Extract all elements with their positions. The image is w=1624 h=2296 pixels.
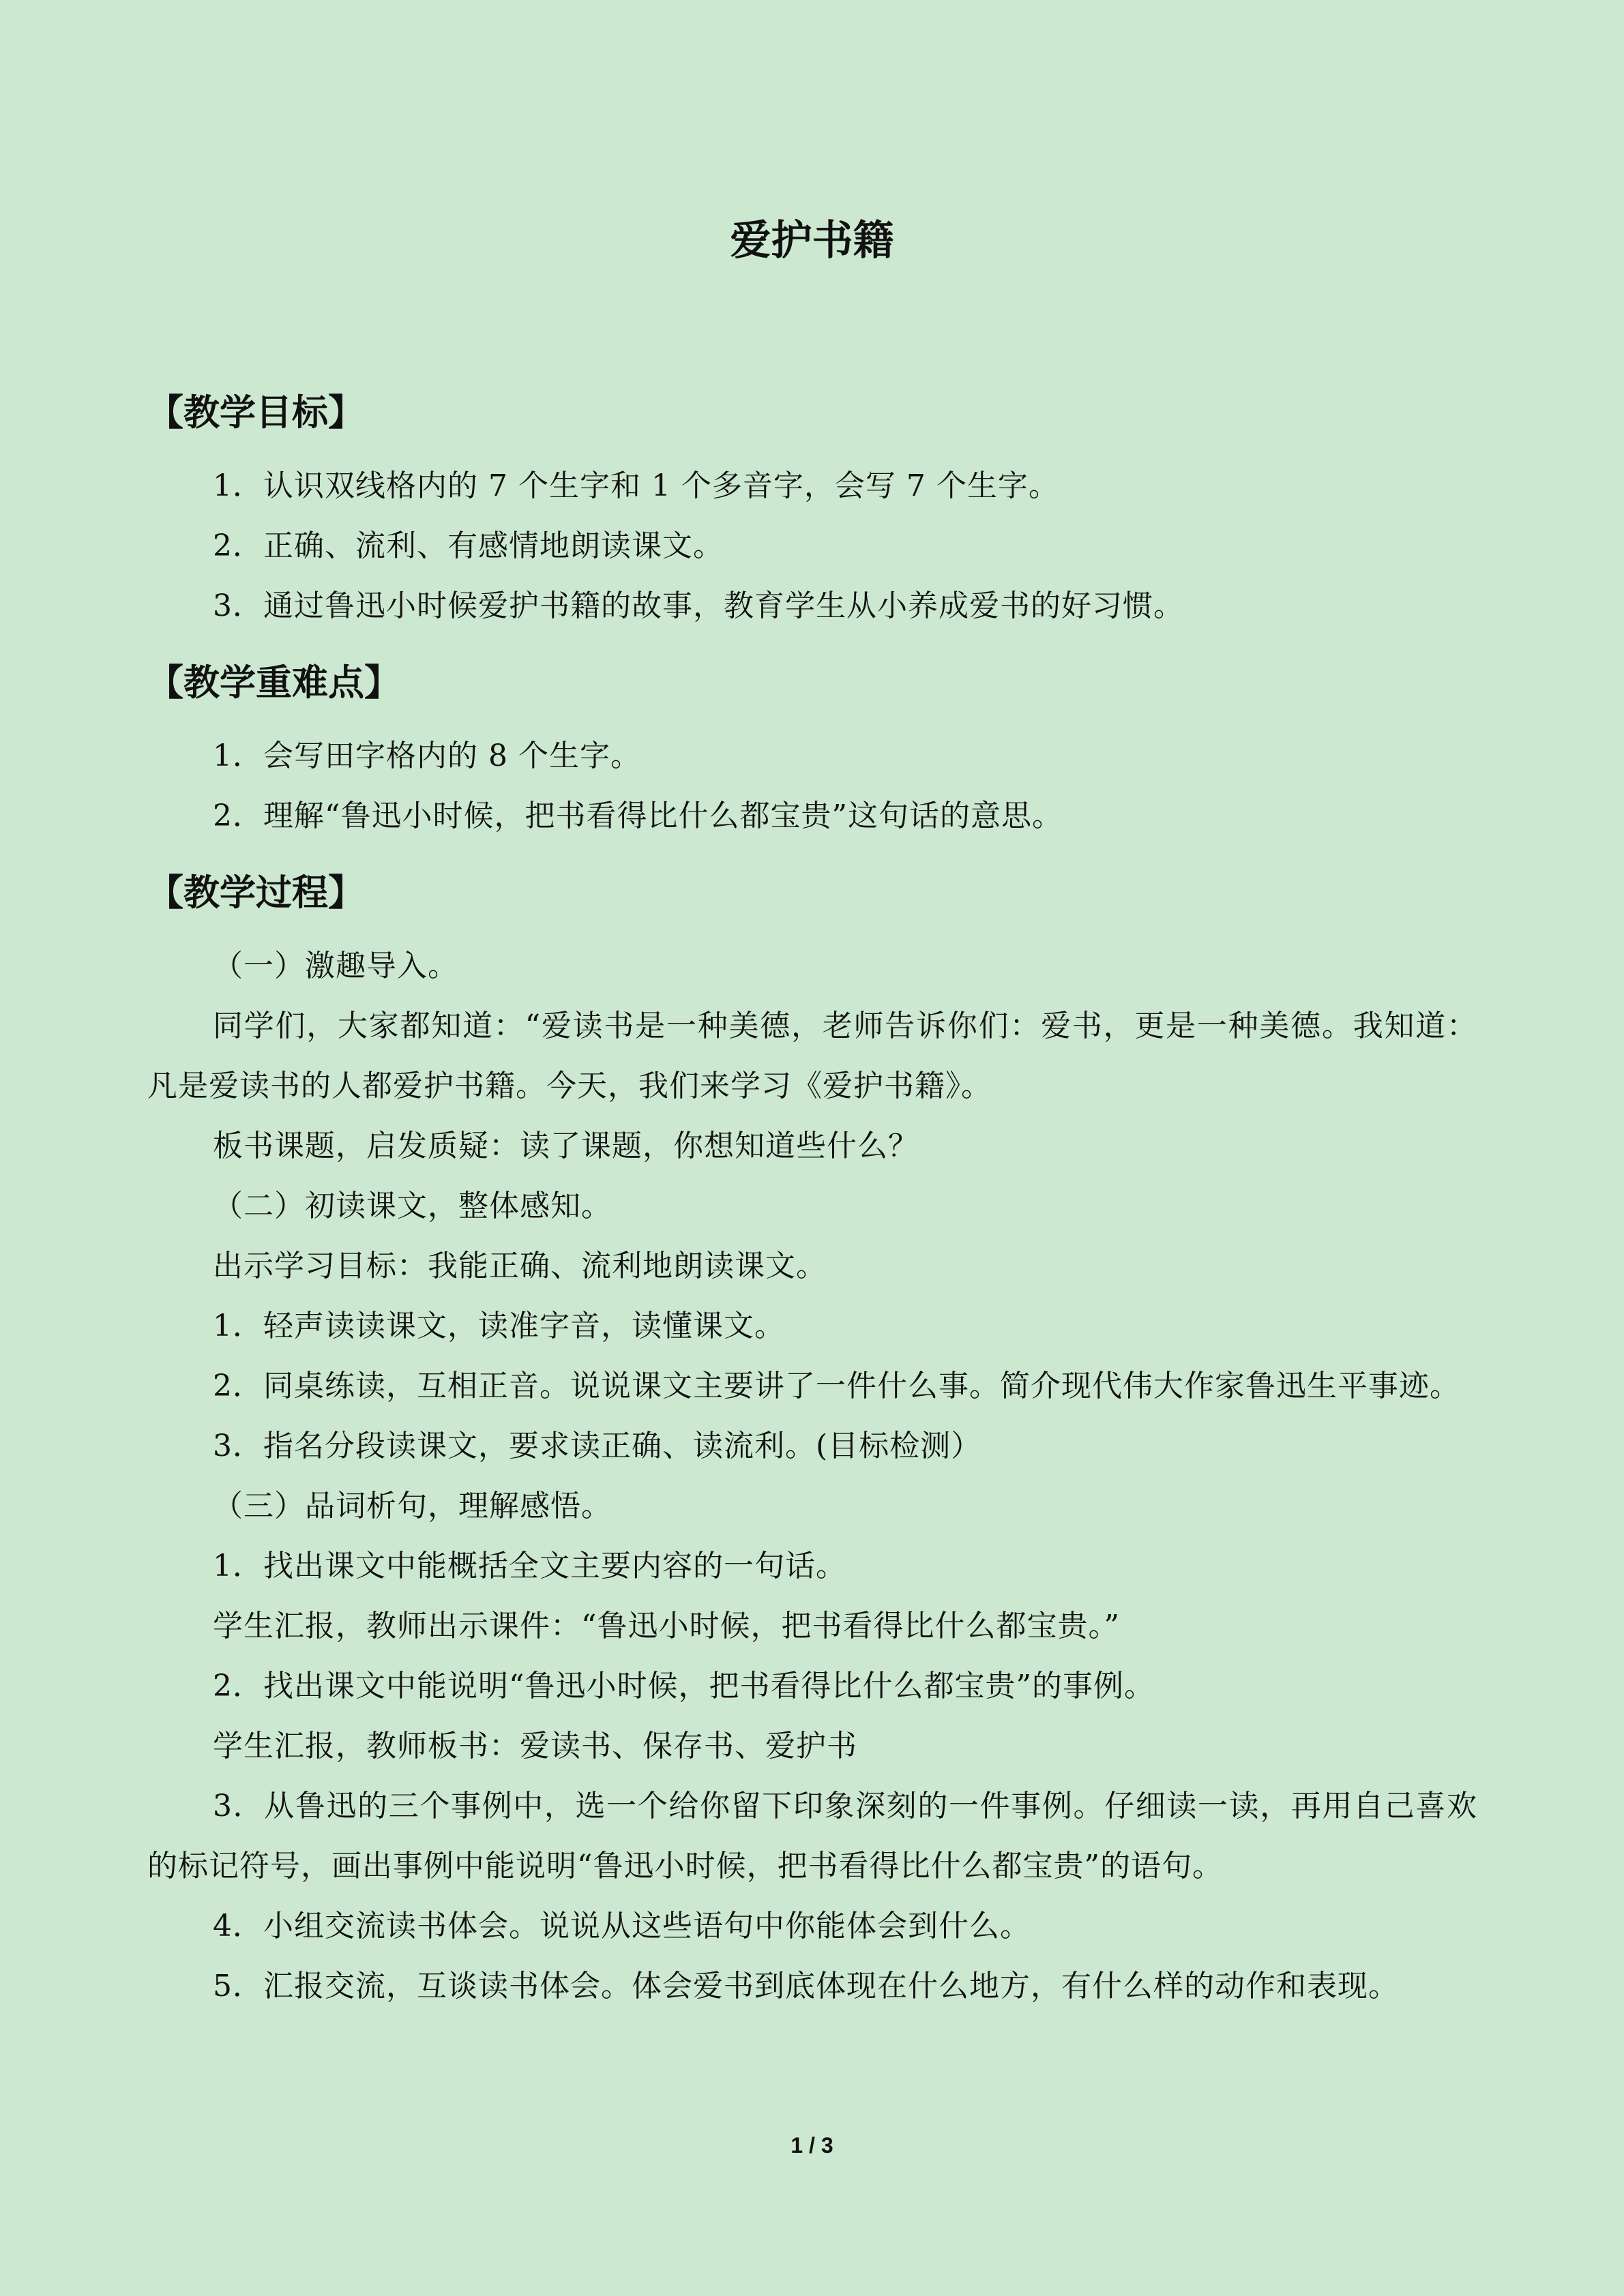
section-heading: 【教学目标】 (147, 391, 364, 434)
paragraph: 1．认识双线格内的 7 个生字和 1 个多音字，会写 7 个生字。 (213, 468, 1059, 503)
paragraph: 1．轻声读读课文，读准字音，读懂课文。 (213, 1309, 785, 1343)
paragraph: 学生汇报，教师板书：爱读书、保存书、爱护书 (213, 1729, 857, 1763)
paragraph: 1．会写田字格内的 8 个生字。 (213, 739, 641, 773)
paragraph: 3．从鲁迅的三个事例中，选一个给你留下印象深刻的一件事例。仔细读一读，再用自己喜欢的标记符号，画出事例中能说明“鲁迅小时候，把书看得比什么都宝贵”的语句。 (147, 1789, 1477, 1883)
document-title: 爱护书籍 (730, 217, 894, 265)
paragraph: （三）品词析句，理解感悟。 (213, 1489, 612, 1523)
paragraph: 2．正确、流利、有感情地朗读课文。 (213, 528, 724, 563)
paragraph: 5．汇报交流，互谈读书体会。体会爱书到底体现在什么地方，有什么样的动作和表现。 (213, 1969, 1399, 2003)
section-teaching-process (147, 857, 1477, 2016)
paragraph: 1．找出课文中能概括全文主要内容的一句话。 (213, 1549, 846, 1583)
paragraph: （一）激趣导入。 (213, 949, 458, 983)
paragraph: 4．小组交流读书体会。说说从这些语句中你能体会到什么。 (213, 1909, 1031, 1943)
paragraph: 板书课题，启发质疑：读了课题，你想知道些什么？ (213, 1129, 919, 1163)
paragraph: 同学们，大家都知道：“爱读书是一种美德，老师告诉你们：爱书，更是一种美德。我知道：凡是爱读书的人都爱护书籍。今天，我们来学习《爱护书籍》。 (147, 1009, 1477, 1103)
section-heading: 【教学重难点】 (147, 661, 400, 704)
paragraph: 2．理解“鲁迅小时候，把书看得比什么都宝贵”这句话的意思。 (213, 799, 1063, 833)
section-teaching-goals (147, 377, 1477, 636)
paragraph: （二）初读课文，整体感知。 (213, 1189, 612, 1223)
document-body (147, 377, 1477, 2016)
paragraph: 3．通过鲁迅小时候爱护书籍的故事，教育学生从小养成爱书的好习惯。 (213, 588, 1184, 623)
paragraph: 2．找出课文中能说明“鲁迅小时候，把书看得比什么都宝贵”的事例。 (213, 1669, 1155, 1703)
paragraph: 2．同桌练读，互相正音。说说课文主要讲了一件什么事。简介现代伟大作家鲁迅生平事迹。 (213, 1369, 1460, 1403)
section-key-difficulties (147, 647, 1477, 846)
paragraph: 3．指名分段读课文，要求读正确、读流利。(目标检测） (213, 1429, 982, 1463)
section-heading: 【教学过程】 (147, 871, 364, 914)
paragraph: 出示学习目标：我能正确、流利地朗读课文。 (213, 1249, 827, 1283)
page-number: 1 / 3 (791, 2133, 833, 2158)
paragraph: 学生汇报，教师出示课件：“鲁迅小时候，把书看得比什么都宝贵。” (213, 1609, 1120, 1643)
